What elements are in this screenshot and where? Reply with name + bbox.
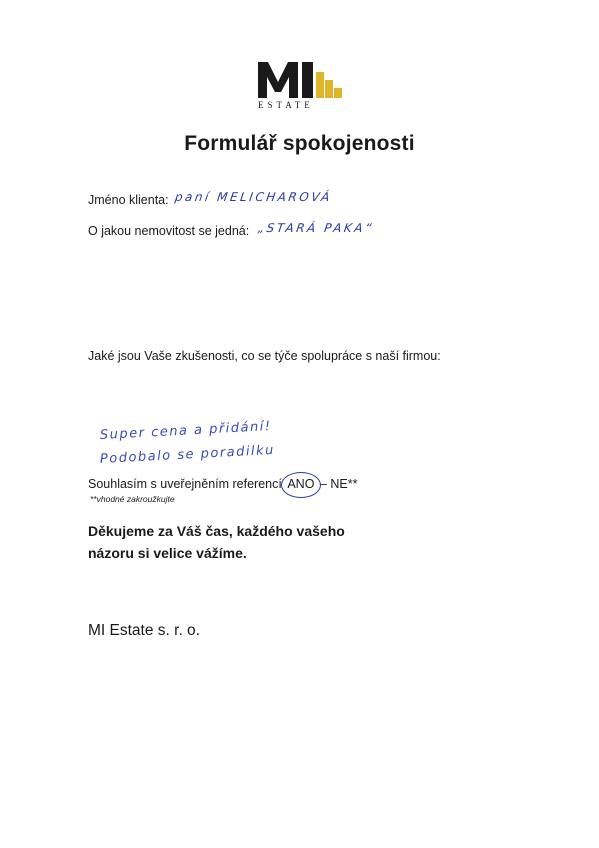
consent-separator: – xyxy=(319,477,327,491)
experience-question: Jaké jsou Vaše zkušenosti, co se týče spolupráce s naší firmou: xyxy=(88,349,441,363)
property-value: „STARÁ PAKA“ xyxy=(257,221,375,235)
client-value: paní MELICHAROVÁ xyxy=(174,190,333,204)
experience-answer-line1: Super cena a přidání! xyxy=(99,419,272,443)
experience-answer-line2: Podobalo se poradilku xyxy=(99,442,276,467)
property-label: O jakou nemovitost se jedná: xyxy=(88,224,250,238)
page-title: Formulář spokojenosti xyxy=(184,132,415,155)
consent-line xyxy=(88,477,357,491)
client-label: Jméno klienta: xyxy=(88,193,169,207)
consent-text: Souhlasím s uveřejněním referencí xyxy=(88,477,282,491)
company-signature: MI Estate s. r. o. xyxy=(88,622,200,639)
consent-yes-label: ANO xyxy=(287,477,315,491)
logo-subtitle: ESTATE xyxy=(258,100,314,110)
thanks-message xyxy=(88,520,345,564)
thanks-line1: Děkujeme za Váš čas, každého vašeho xyxy=(88,523,345,539)
consent-note: **vhodné zakroužkujte xyxy=(90,494,175,504)
selection-circle xyxy=(281,472,321,498)
logo-mark xyxy=(256,58,346,100)
thanks-line2: názoru si velice vážíme. xyxy=(88,545,247,561)
consent-option-no[interactable]: NE** xyxy=(330,477,358,491)
consent-option-yes[interactable] xyxy=(285,477,316,491)
